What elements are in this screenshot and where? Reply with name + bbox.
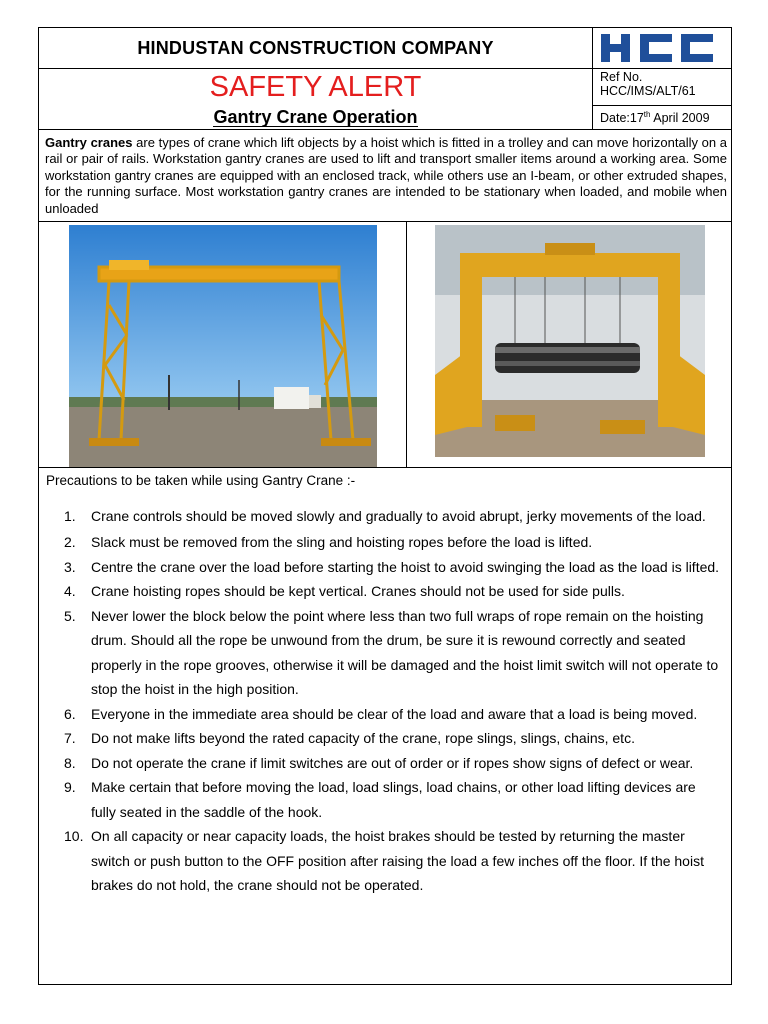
list-item xyxy=(64,702,724,727)
date-suffix-ordinal: th xyxy=(643,110,651,119)
precautions-list xyxy=(64,508,724,898)
item-number: 10. xyxy=(64,828,84,844)
item-text: On all capacity or near capacity loads, the hoist brakes should be tested by returning the master switch or push button to the OFF position after raising the load a few inches off the floor. If the hoist brakes do not hold, the crane should not be operated. xyxy=(91,828,704,893)
list-item xyxy=(64,530,724,555)
item-number: 4. xyxy=(64,583,76,599)
item-text: Slack must be removed from the sling and hoisting ropes before the load is lifted. xyxy=(91,534,593,550)
list-item xyxy=(64,555,724,580)
item-text: Crane controls should be moved slowly and gradually to avoid abrupt, jerky movements of the load. xyxy=(91,508,706,524)
item-text: Do not make lifts beyond the rated capacity of the crane, rope slings, slings, chains, etc. xyxy=(91,730,635,746)
item-number: 2. xyxy=(64,534,76,550)
list-item xyxy=(64,775,724,824)
crane-site-image xyxy=(69,225,377,467)
item-text: Do not operate the crane if limit switches are out of order or if ropes show signs of defect or wear. xyxy=(91,754,694,771)
item-number: 1. xyxy=(64,508,76,524)
divider-intro xyxy=(39,221,731,222)
crane-lifting-image xyxy=(435,225,705,457)
divider-ref-date xyxy=(592,105,732,106)
divider-photos xyxy=(406,221,407,467)
subtitle-text: Gantry Crane Operation xyxy=(213,107,418,127)
item-number: 6. xyxy=(64,705,76,722)
list-item xyxy=(64,726,724,751)
safety-alert-sheet xyxy=(38,27,732,985)
list-item xyxy=(64,751,724,776)
item-number: 8. xyxy=(64,754,76,771)
ref-label: Ref No. xyxy=(600,70,643,84)
item-text: Never lower the block below the point where less than two full wraps of rope remain on the hoisting drum. Should all the rope be unwound from the drum, be sure it is rewound correctly and seated properly in the rope grooves, otherwise it will be damaged and the hoist limit switch will not operate to stop the hoist in the high position. xyxy=(91,607,719,697)
list-item xyxy=(64,508,724,525)
date-prefix: Date:17 xyxy=(600,111,644,126)
list-item xyxy=(64,824,724,898)
intro-paragraph xyxy=(45,135,727,217)
precautions-heading: Precautions to be taken while using Gantry Crane :- xyxy=(46,473,356,488)
divider-photos-bottom xyxy=(39,467,731,468)
gantry-crane-photo-2 xyxy=(435,225,705,457)
intro-text: are types of crane which lift objects by a hoist which is fitted in a trolley and can move horizontally on a rail or pair of rails. Workstation gantry cranes are used to lift and transport smaller items around a working area. Some workstation gantry cranes are equipped with an enclosed track, while others use an I-beam, or other extruded shapes, for the running surface. Most workstation gantry cranes are intended to be stationary when loaded, and mobile when unloaded xyxy=(45,135,728,216)
list-item xyxy=(64,579,724,604)
item-number: 7. xyxy=(64,730,76,746)
item-text: Centre the crane over the load before starting the hoist to avoid swinging the load as the load is lifted. xyxy=(91,558,720,575)
item-number: 9. xyxy=(64,779,76,795)
date-month-year: April 2009 xyxy=(650,111,710,126)
ref-value: HCC/IMS/ALT/61 xyxy=(600,84,696,98)
issue-date xyxy=(600,110,728,125)
hcc-logo-icon xyxy=(592,28,732,68)
item-text: Everyone in the immediate area should be clear of the load and aware that a load is being moved. xyxy=(91,705,698,722)
hcc-logo xyxy=(592,28,732,68)
company-name: HINDUSTAN CONSTRUCTION COMPANY xyxy=(137,37,494,58)
document-subtitle xyxy=(39,105,592,130)
item-number: 5. xyxy=(64,607,76,624)
item-text: Crane hoisting ropes should be kept vertical. Cranes should not be used for side pulls. xyxy=(91,583,625,599)
item-text: Make certain that before moving the load, load slings, load chains, or other load lifting devices are fully seated in the saddle of the hook. xyxy=(91,779,696,820)
item-number: 3. xyxy=(64,558,76,575)
safety-alert-title: SAFETY ALERT xyxy=(209,70,422,103)
gantry-crane-photo-1 xyxy=(69,225,377,467)
intro-term: Gantry cranes xyxy=(45,135,133,150)
reference-number xyxy=(600,70,728,98)
list-item xyxy=(64,604,724,702)
